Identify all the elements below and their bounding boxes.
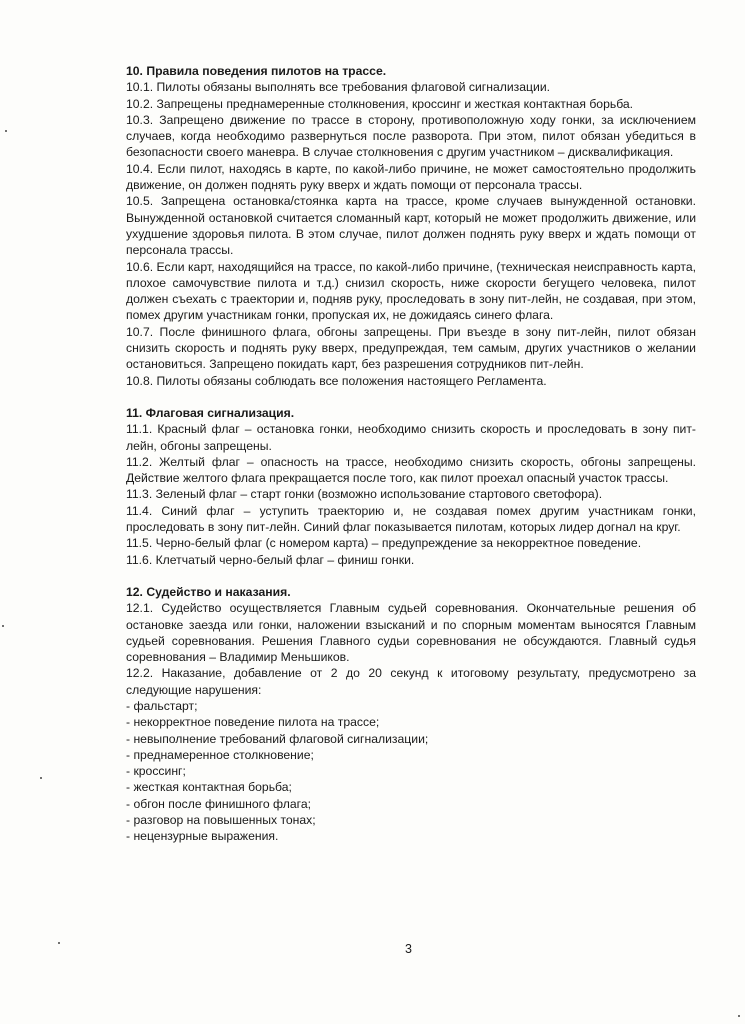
paragraph-10-4: 10.4. Если пилот, находясь в карте, по какой-либо причине, не может самостоятельно продолжить движение, он должен поднять руку вверх и ждать помощи от персонала трассы. (126, 161, 696, 193)
scan-speck (58, 942, 60, 944)
paragraph-11-3: 11.3. Зеленый флаг – старт гонки (возможно использование стартового светофора). (126, 487, 603, 502)
paragraph-11-2: 11.2. Желтый флаг – опасность на трассе, необходимо снизить скорость, обгоны запрещены. Действие желтого флага прекращается после того, как пилот проехал опасный участок трассы. (126, 454, 696, 486)
paragraph-10-6: 10.6. Если карт, находящийся на трассе, по какой-либо причине, (техническая неисправность карта, плохое самочувствие пилота и т.д.) снизил скорость, ниже скорости бегущего человека, пилот должен съехать с траектории и, подняв руку, проследовать в зону пит-лейн, не создавая, при этом, помех другим участникам гонки, пропуская их, не дожидаясь синего флага. (126, 259, 696, 323)
paragraph-11-1: 11.1. Красный флаг – остановка гонки, необходимо снизить скорость и проследовать в зону пит-лейн, обгоны запрещены. (126, 422, 696, 453)
paragraph-11-6: 11.6. Клетчатый черно-белый флаг – финиш гонки. (126, 552, 415, 567)
paragraph-10-8: 10.8. Пилоты обязаны соблюдать все положения настоящего Регламента. (126, 373, 547, 388)
paragraph-12-2: 12.2. Наказание, добавление от 2 до 20 секунд к итоговому результату, предусмотрено за следующие нарушения: (126, 666, 696, 697)
scan-speck (738, 1015, 740, 1017)
paragraph-10-2: 10.2. Запрещены преднамеренные столкновения, кроссинг и жесткая контактная борьба. (126, 96, 634, 111)
page-number: 3 (405, 942, 412, 956)
violation-list-item: - обгон после финишного флага; (126, 796, 312, 811)
paragraph-10-3: 10.3. Запрещено движение по трассе в сторону, противоположную ходу гонки, за исключением случаев, когда необходимо развернуться после разворота. При этом, пилот обязан убедиться в безопасности своего маневра. В случае столкновения с другим участником – дисквалификация. (126, 112, 696, 160)
scan-speck (5, 130, 7, 132)
scan-speck (40, 777, 42, 779)
paragraph-10-1: 10.1. Пилоты обязаны выполнять все требования флаговой сигнализации. (126, 80, 551, 95)
paragraph-10-5: 10.5. Запрещена остановка/стоянка карта на трассе, кроме случаев вынужденной остановки. Вынужденной остановкой считается сломанный карт, который не может продолжить движение, или ухудшение здоровья пилота. В этом случае, пилот должен поднять руку вверх и ждать помощи от персонала трассы. (126, 194, 696, 258)
violation-list-item: - жесткая контактная борьба; (126, 780, 292, 795)
scan-speck (2, 625, 4, 627)
violation-list-item: - кроссинг; (126, 764, 186, 779)
section-10-heading: 10. Правила поведения пилотов на трассе. (126, 64, 387, 78)
violation-list-item: - фальстарт; (126, 698, 198, 713)
violation-list-item: - невыполнение требований флаговой сигнализации; (126, 731, 429, 746)
paragraph-11-4: 11.4. Синий флаг – уступить траекторию и, не создавая помех другим участникам гонки, проследовать в зону пит-лейн. Синий флаг показывается пилотам, которых лидер догнал на круг. (126, 503, 696, 535)
section-11-heading: 11. Флаговая сигнализация. (126, 405, 295, 420)
violation-list-item: - разговор на повышенных тонах; (126, 813, 316, 828)
violation-list-item: - некорректное поведение пилота на трассе; (126, 715, 380, 730)
paragraph-11-5: 11.5. Черно-белый флаг (с номером карта) – предупреждение за некорректное поведение. (126, 536, 642, 551)
paragraph-12-1: 12.1. Судейство осуществляется Главным судьей соревнования. Окончательные решения об остановке заезда или гонки, наложении взысканий и по спорным моментам выносятся Главным судьей соревнования. Решения Главного судьи соревнования не обсуждаются. Главный судья соревнования – Владимир Меньшиков. (126, 601, 696, 665)
section-12-heading: 12. Судейство и наказания. (126, 584, 291, 599)
violation-list-item: - нецензурные выражения. (126, 829, 279, 844)
violation-list-item: - преднамеренное столкновение; (126, 747, 314, 762)
paragraph-10-7: 10.7. После финишного флага, обгоны запрещены. При въезде в зону пит-лейн, пилот обязан снизить скорость и поднять руку вверх, предупреждая, тем самым, других участников о желании остановиться. Запрещено покидать карт, без разрешения сотрудников пит-лейн. (126, 324, 696, 372)
document-body (126, 63, 696, 845)
